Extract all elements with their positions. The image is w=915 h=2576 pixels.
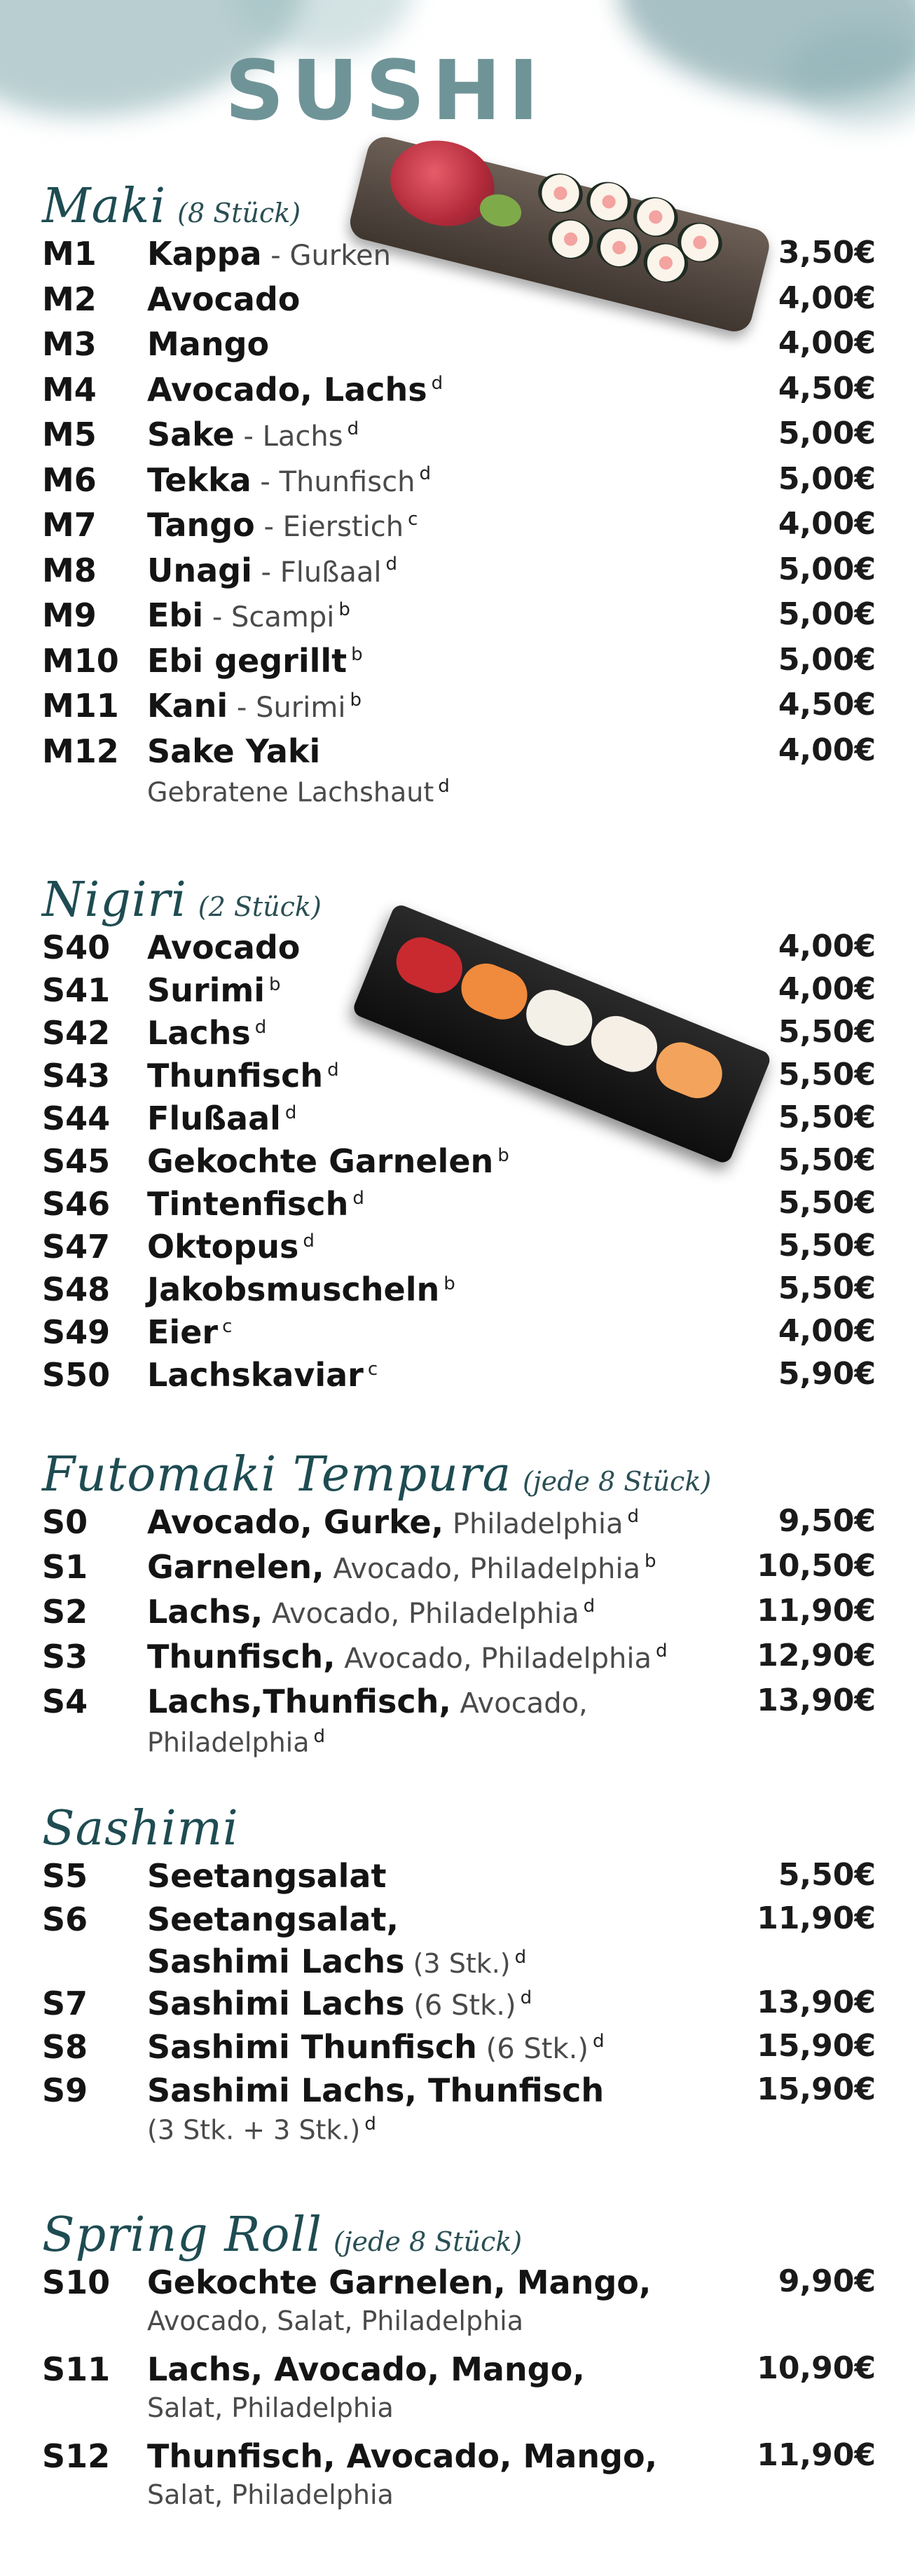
item-description: Avocado, Philadelphia — [263, 1598, 579, 1630]
item-name — [147, 2350, 585, 2388]
item-code: S10 — [42, 2263, 111, 2301]
allergen-marker: d — [592, 2030, 605, 2052]
item-title: Kani — [147, 687, 228, 725]
item-detail-line — [147, 2306, 523, 2336]
item-price: 10,50€ — [757, 1548, 876, 1584]
section-spring-roll — [42, 2207, 876, 2524]
allergen-marker: c — [408, 508, 418, 530]
item-name — [147, 371, 443, 409]
item-title: Sashimi Thunfisch — [147, 2028, 477, 2066]
item-title: Mango — [147, 325, 270, 363]
item-title: Lachs,Thunfisch, — [147, 1683, 451, 1720]
item-title: Lachs, Avocado, Mango, — [147, 2350, 585, 2388]
section-subtitle: (jede 8 Stück) — [333, 2226, 523, 2257]
item-name — [147, 732, 320, 770]
section-futomaki — [42, 1447, 876, 1765]
item-description: Avocado, — [450, 1687, 588, 1720]
allergen-marker: d — [514, 1947, 527, 1968]
item-code: M10 — [42, 641, 119, 680]
item-name — [147, 1900, 399, 1938]
item-price: 13,90€ — [757, 1683, 876, 1718]
item-title: Seetangsalat — [147, 1857, 387, 1895]
item-title: Eier — [147, 1313, 219, 1351]
item-name — [147, 416, 359, 453]
item-code: S0 — [42, 1503, 88, 1541]
item-code: S9 — [42, 2071, 88, 2109]
item-price: 11,90€ — [757, 1593, 876, 1629]
item-price: 4,00€ — [778, 971, 876, 1007]
item-code: M4 — [42, 370, 97, 409]
item-description: - Flußaal — [252, 556, 382, 589]
allergen-marker: d — [303, 1230, 315, 1252]
item-name — [147, 1313, 232, 1351]
item-description: - Surimi — [228, 692, 346, 724]
section-maki — [42, 179, 876, 819]
item-title: Thunfisch, Avocado, Mango, — [147, 2437, 658, 2475]
section-subtitle: (8 Stück) — [177, 198, 301, 228]
allergen-marker: d — [438, 776, 450, 797]
item-name — [147, 687, 362, 725]
item-title: Avocado — [147, 280, 301, 318]
item-code: S3 — [42, 1638, 88, 1676]
item-detail-title: Sashimi Lachs — [147, 1943, 405, 1980]
allergen-marker: d — [520, 1987, 532, 2008]
item-price: 5,50€ — [778, 1185, 876, 1221]
item-name — [147, 551, 397, 589]
item-price: 12,90€ — [757, 1638, 876, 1673]
allergen-marker: d — [385, 554, 398, 575]
item-detail-text: Avocado, Salat, Philadelphia — [147, 2306, 524, 2336]
item-description: - Scampi — [203, 601, 335, 633]
item-name — [147, 1356, 378, 1394]
allergen-marker: c — [222, 1315, 233, 1337]
item-price: 5,00€ — [778, 416, 876, 451]
item-name — [147, 1142, 509, 1180]
item-title: Avocado — [147, 929, 301, 966]
item-code: M3 — [42, 325, 97, 363]
item-title: Unagi — [147, 551, 252, 589]
section-subtitle: (jede 8 Stück) — [523, 1466, 712, 1497]
item-title: Tango — [147, 506, 255, 544]
allergen-marker: d — [583, 1595, 596, 1617]
allergen-marker: d — [364, 2113, 376, 2135]
item-code: S2 — [42, 1593, 88, 1631]
item-code: M6 — [42, 460, 97, 499]
item-name — [147, 1638, 667, 1676]
item-code: S43 — [42, 1057, 111, 1095]
item-detail-line — [147, 2392, 394, 2423]
item-name — [147, 1985, 532, 2022]
item-name — [147, 1014, 266, 1052]
item-price: 5,90€ — [778, 1356, 876, 1392]
item-code: S49 — [42, 1313, 111, 1351]
item-code: S4 — [42, 1683, 88, 1720]
item-detail-line — [147, 2479, 394, 2510]
item-title: Garnelen, — [147, 1548, 324, 1586]
allergen-marker: b — [338, 598, 350, 620]
allergen-marker: d — [313, 1726, 326, 1747]
item-name — [147, 1857, 386, 1895]
item-price: 13,90€ — [757, 1985, 876, 2020]
item-title: Sake — [147, 416, 235, 453]
spring-roll-list — [42, 2263, 876, 2524]
item-code: M8 — [42, 551, 97, 589]
allergen-marker: d — [352, 1187, 364, 1209]
allergen-marker: c — [367, 1358, 378, 1380]
item-price: 4,00€ — [778, 506, 876, 542]
nigiri-list — [42, 929, 876, 1399]
item-detail-text: Salat, Philadelphia — [147, 2392, 394, 2423]
maki-list — [42, 235, 876, 819]
allergen-marker: d — [327, 1059, 339, 1081]
item-title: Lachs, — [147, 1593, 263, 1631]
item-detail-line — [147, 776, 450, 808]
allergen-marker: d — [254, 1016, 267, 1038]
item-name — [147, 1099, 296, 1137]
item-name — [147, 642, 363, 680]
item-price: 4,50€ — [778, 687, 876, 722]
futomaki-list — [42, 1503, 876, 1765]
item-price: 15,90€ — [757, 2071, 876, 2107]
item-name — [147, 1593, 595, 1631]
item-title: Jakobsmuscheln — [147, 1270, 440, 1308]
item-price: 4,00€ — [778, 1313, 876, 1349]
item-code: S47 — [42, 1228, 111, 1266]
item-description: (6 Stk.) — [476, 2033, 589, 2065]
section-sashimi — [42, 1801, 876, 2156]
item-detail-text: (3 Stk.) — [404, 1948, 511, 1979]
item-name — [147, 929, 300, 966]
item-detail-text: Gebratene Lachshaut — [147, 776, 434, 808]
item-code: M2 — [42, 280, 97, 318]
item-name — [147, 1683, 588, 1720]
section-title: Spring Roll — [42, 2207, 322, 2263]
item-name — [147, 506, 418, 544]
item-name — [147, 1503, 639, 1541]
item-price: 11,90€ — [757, 1900, 876, 1936]
item-title: Flußaal — [147, 1099, 281, 1137]
item-code: M11 — [42, 687, 119, 725]
item-title: Lachs — [147, 1014, 251, 1052]
item-price: 4,50€ — [778, 370, 876, 406]
item-title: Oktopus — [147, 1228, 299, 1266]
item-code: S42 — [42, 1014, 111, 1052]
section-title: Nigiri — [42, 872, 187, 928]
item-title: Seetangsalat, — [147, 1900, 399, 1938]
item-name — [147, 596, 350, 634]
item-detail-line — [147, 1943, 526, 1980]
item-name — [147, 325, 269, 363]
item-description: - Gurken — [261, 240, 391, 272]
item-detail-text: (3 Stk. + 3 Stk.) — [147, 2114, 361, 2146]
item-title: Sake Yaki — [147, 732, 321, 770]
item-code: S46 — [42, 1185, 111, 1223]
allergen-marker: b — [350, 689, 362, 711]
item-price: 9,90€ — [778, 2263, 876, 2299]
allergen-marker: b — [351, 644, 363, 666]
item-price: 5,50€ — [778, 1228, 876, 1263]
section-subtitle: (2 Stück) — [198, 891, 322, 922]
item-name — [147, 280, 300, 318]
item-name — [147, 971, 281, 1009]
item-price: 9,50€ — [778, 1503, 876, 1539]
item-description: Avocado, Philadelphia — [324, 1553, 640, 1585]
section-nigiri — [42, 872, 876, 1399]
item-description: - Lachs — [234, 420, 343, 453]
item-code: S11 — [42, 2350, 111, 2388]
allergen-marker: b — [269, 973, 281, 995]
item-title: Thunfisch — [147, 1057, 324, 1095]
item-code: S41 — [42, 971, 111, 1009]
section-title: Futomaki Tempura — [42, 1447, 512, 1502]
allergen-marker: d — [627, 1505, 640, 1527]
item-detail-text: Salat, Philadelphia — [147, 2479, 394, 2510]
sashimi-list — [42, 1857, 876, 2156]
item-code: S50 — [42, 1356, 111, 1394]
item-title: Gekochte Garnelen — [147, 1142, 494, 1180]
item-name — [147, 235, 391, 273]
item-price: 5,00€ — [778, 460, 876, 497]
item-description: - Thunfisch — [251, 465, 415, 498]
item-price: 10,90€ — [757, 2350, 876, 2386]
allergen-marker: d — [655, 1640, 668, 1662]
allergen-marker: d — [431, 373, 443, 395]
item-name — [147, 2028, 604, 2066]
section-title: Maki — [42, 179, 167, 234]
item-title: Surimi — [147, 971, 266, 1009]
item-code: S7 — [42, 1985, 88, 2022]
allergen-marker: b — [645, 1550, 656, 1572]
item-title: Tekka — [147, 460, 252, 499]
item-code: M9 — [42, 596, 97, 634]
item-description: Avocado, Philadelphia — [335, 1643, 652, 1675]
item-detail-line — [147, 1726, 325, 1758]
item-name — [147, 1548, 656, 1586]
item-price: 5,50€ — [778, 1142, 876, 1178]
item-title: Kappa — [147, 235, 262, 273]
item-title: Lachskaviar — [147, 1356, 364, 1394]
item-price: 4,00€ — [778, 929, 876, 964]
item-price: 11,90€ — [757, 2437, 876, 2473]
item-price: 5,00€ — [778, 596, 876, 632]
item-description: Philadelphia — [443, 1508, 624, 1540]
item-title: Thunfisch, — [147, 1638, 336, 1676]
item-code: M5 — [42, 416, 97, 453]
item-code: S48 — [42, 1270, 111, 1308]
item-description: - Eierstich — [254, 511, 404, 543]
item-price: 4,00€ — [778, 732, 876, 768]
item-title: Tintenfisch — [147, 1185, 349, 1223]
allergen-marker: d — [419, 463, 431, 485]
allergen-marker: b — [443, 1273, 455, 1294]
item-name — [147, 2071, 604, 2109]
item-code: S40 — [42, 929, 111, 966]
item-code: S1 — [42, 1548, 88, 1586]
item-detail-text: Philadelphia — [147, 1727, 310, 1758]
item-price: 5,50€ — [778, 1857, 876, 1893]
item-price: 5,00€ — [778, 551, 876, 587]
item-price: 5,50€ — [778, 1270, 876, 1306]
item-title: Ebi — [147, 596, 204, 634]
item-price: 3,50€ — [778, 235, 876, 270]
item-code: S6 — [42, 1900, 88, 1938]
item-detail-line — [147, 2113, 376, 2146]
item-code: S8 — [42, 2028, 88, 2066]
item-price: 5,50€ — [778, 1014, 876, 1050]
item-description: (6 Stk.) — [404, 1989, 516, 2022]
item-name — [147, 1270, 455, 1308]
allergen-marker: d — [284, 1102, 297, 1123]
page-title: SUSHI — [224, 42, 546, 139]
item-name — [147, 1228, 315, 1266]
item-price: 4,00€ — [778, 280, 876, 316]
allergen-marker: d — [347, 418, 359, 439]
item-title: Gekochte Garnelen, Mango, — [147, 2263, 652, 2301]
item-price: 5,00€ — [778, 641, 876, 678]
item-name — [147, 1057, 339, 1095]
item-code: S5 — [42, 1857, 88, 1895]
item-price: 15,90€ — [757, 2028, 876, 2064]
item-title: Avocado, Gurke, — [147, 1503, 444, 1541]
item-price: 4,00€ — [778, 325, 876, 361]
item-name — [147, 461, 431, 499]
item-price: 5,50€ — [778, 1099, 876, 1135]
item-price: 5,50€ — [778, 1057, 876, 1092]
item-code: M1 — [42, 235, 97, 273]
item-title: Sashimi Lachs, Thunfisch — [147, 2071, 605, 2109]
item-code: S44 — [42, 1099, 111, 1137]
section-title: Sashimi — [42, 1801, 239, 1856]
item-title: Ebi gegrillt — [147, 641, 348, 680]
allergen-marker: b — [497, 1144, 509, 1166]
item-name — [147, 2263, 651, 2301]
item-name — [147, 2437, 657, 2475]
item-code: S45 — [42, 1142, 111, 1180]
item-code: M7 — [42, 506, 97, 544]
item-code: S12 — [42, 2437, 111, 2475]
item-code: M12 — [42, 732, 119, 770]
item-title: Avocado, Lachs — [147, 370, 427, 409]
item-title: Sashimi Lachs — [147, 1985, 405, 2022]
item-name — [147, 1185, 364, 1223]
